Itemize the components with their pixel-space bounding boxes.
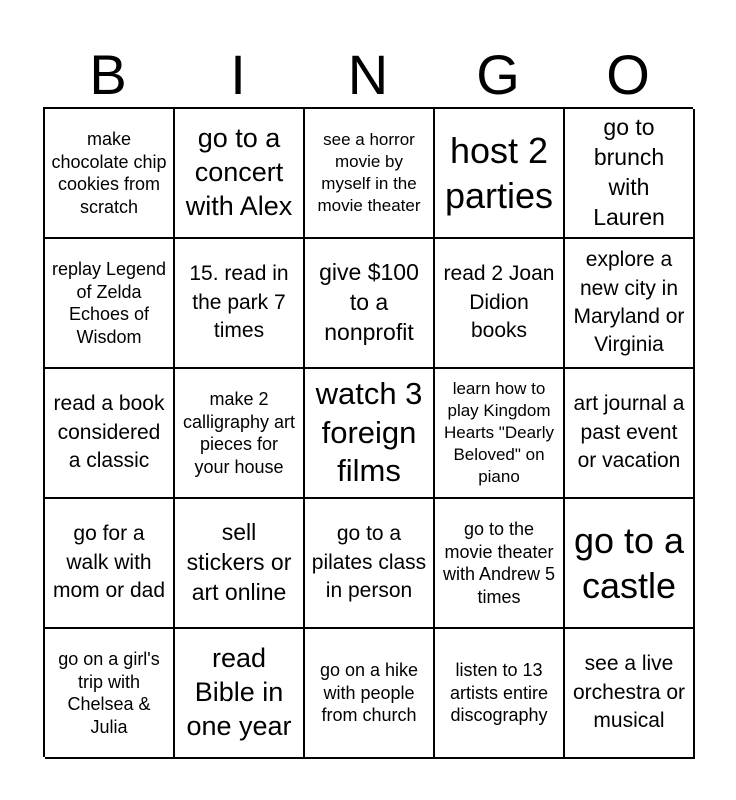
cell-text: explore a new city in Maryland or Virginia: [573, 248, 685, 357]
cell-text: watch 3 foreign films: [315, 375, 423, 489]
bingo-cell[interactable]: [565, 109, 695, 239]
bingo-cell[interactable]: [565, 499, 695, 629]
cell-text: go to a castle: [573, 520, 685, 606]
header-letter-b: B: [89, 43, 127, 106]
cell-text: see a live orchestra or musical: [572, 652, 686, 733]
bingo-cell[interactable]: [175, 239, 305, 369]
cell-text: host 2 parties: [444, 130, 554, 216]
header-letter-o: O: [606, 43, 650, 106]
bingo-cell[interactable]: [305, 369, 435, 499]
cell-text: go on a hike with people from church: [319, 660, 419, 726]
cell-text: go for a walk with mom or dad: [52, 522, 166, 603]
cell-text: replay Legend of Zelda Echoes of Wisdom: [51, 259, 167, 347]
bingo-cell[interactable]: [45, 109, 175, 239]
bingo-cell[interactable]: [565, 369, 695, 499]
bingo-cell[interactable]: [435, 109, 565, 239]
header-letter-n: N: [347, 43, 389, 106]
cell-text: read a book considered a classic: [53, 392, 165, 473]
cell-text: art journal a past event or vacation: [573, 392, 685, 473]
header-letter-g: G: [476, 43, 520, 106]
cell-text: 15. read in the park 7 times: [189, 262, 289, 343]
cell-text: see a horror movie by myself in the movie theater: [317, 129, 421, 216]
bingo-cell[interactable]: [435, 499, 565, 629]
bingo-cell[interactable]: [175, 499, 305, 629]
bingo-cell[interactable]: [175, 369, 305, 499]
cell-text: sell stickers or art online: [186, 519, 292, 605]
bingo-cell[interactable]: [175, 109, 305, 239]
cell-text: go on a girl's trip with Chelsea & Julia: [58, 649, 160, 737]
cell-text: listen to 13 artists entire discography: [449, 660, 549, 726]
cell-text: learn how to play Kingdom Hearts "Dearly Beloved" on piano: [444, 378, 554, 487]
cell-text: go to brunch with Lauren: [593, 114, 665, 230]
bingo-grid: [43, 107, 693, 757]
bingo-cell[interactable]: [305, 499, 435, 629]
bingo-cell[interactable]: [45, 239, 175, 369]
cell-text: go to the movie theater with Andrew 5 times: [442, 519, 556, 607]
cell-text: give $100 to a nonprofit: [319, 259, 419, 345]
bingo-cell[interactable]: [175, 629, 305, 759]
bingo-cell[interactable]: [305, 239, 435, 369]
header-letter-i: I: [230, 43, 246, 106]
cell-text: make chocolate chip cookies from scratch: [51, 129, 167, 217]
bingo-cell[interactable]: [435, 629, 565, 759]
cell-text: go to a concert with Alex: [185, 123, 293, 221]
bingo-cell[interactable]: [45, 629, 175, 759]
bingo-header: [43, 40, 693, 110]
bingo-cell[interactable]: [565, 239, 695, 369]
cell-text: make 2 calligraphy art pieces for your house: [182, 389, 296, 477]
bingo-cell[interactable]: [305, 629, 435, 759]
bingo-cell[interactable]: [45, 499, 175, 629]
cell-text: go to a pilates class in person: [311, 522, 427, 603]
bingo-cell[interactable]: [305, 109, 435, 239]
bingo-cell[interactable]: [435, 239, 565, 369]
cell-text: read Bible in one year: [186, 643, 292, 741]
cell-text: read 2 Joan Didion books: [443, 262, 555, 343]
bingo-cell[interactable]: [435, 369, 565, 499]
bingo-cell[interactable]: [565, 629, 695, 759]
bingo-cell[interactable]: [45, 369, 175, 499]
